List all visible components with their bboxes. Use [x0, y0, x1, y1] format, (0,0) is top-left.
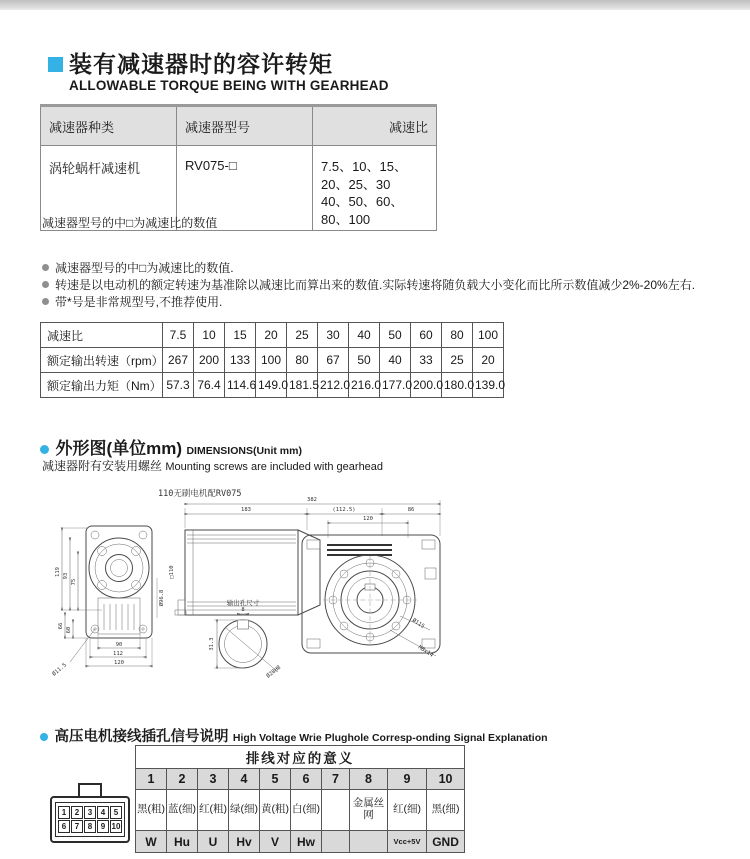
wire-color: 蓝(细): [167, 790, 198, 831]
connector-pin: 10: [111, 822, 121, 831]
note-text: 减速器型号的中□为减速比的数值.: [55, 261, 234, 275]
signal-name: Vcc+5V: [388, 831, 427, 853]
spec-cell: 50: [349, 348, 380, 373]
pin-number: 5: [260, 769, 291, 790]
bore-dia-label: Ø28H8: [265, 664, 283, 680]
cell-reducer-type: 涡轮蜗杆减速机: [41, 146, 177, 231]
spec-cell: 180.0: [442, 373, 473, 398]
wiring-heading: [40, 725, 548, 746]
dimensions-subtitle: [42, 457, 383, 474]
connector-pin: 3: [84, 806, 96, 819]
spec-cell: 114.6: [225, 373, 256, 398]
connector-tab: [78, 783, 102, 796]
wiring-signal-row: [136, 831, 465, 853]
spec-cell: 25: [442, 348, 473, 373]
dim-120-label: 120: [114, 660, 124, 666]
rear-view: [302, 535, 440, 659]
wiring-title-en: High Voltage Wrie Plughole Corresp-onding Signal Explanation: [232, 732, 548, 744]
title-block: [48, 52, 608, 93]
spec-label: 额定输出力矩（Nm）: [41, 373, 163, 398]
connector-pin: 8: [84, 820, 96, 833]
rear-bolt-label: M8x14: [416, 644, 435, 659]
pin-number: 3: [198, 769, 229, 790]
cell-ratio-list: [313, 146, 437, 231]
wiring-color-row: [136, 790, 465, 831]
connector-plug-icon: [50, 783, 130, 843]
wiring-table-title-row: [136, 746, 465, 769]
spec-cell: 80: [287, 348, 318, 373]
pin-number: 7: [322, 769, 350, 790]
signal-name: W: [136, 831, 167, 853]
bullet-dot-icon: [42, 281, 49, 288]
spec-cell: 57.3: [163, 373, 194, 398]
spec-label: 额定输出转速（rpm）: [41, 348, 163, 373]
wire-color: [322, 790, 350, 831]
cell-reducer-model: RV075-□: [177, 146, 313, 231]
front-flange-label: Ø96.8: [159, 589, 165, 607]
spec-cell: 7.5: [163, 323, 194, 348]
spec-cell: 76.4: [194, 373, 225, 398]
spec-cell: 30: [318, 323, 349, 348]
dimensions-title-cn: 外形图(单位mm): [55, 439, 183, 458]
pin-number: 2: [167, 769, 198, 790]
connector-pin: 9: [97, 820, 109, 833]
dim-119-label: 119: [55, 567, 61, 577]
spec-cell: 33: [411, 348, 442, 373]
note-item: [42, 277, 742, 293]
spec-table: [40, 322, 504, 398]
spec-cell: 133: [225, 348, 256, 373]
note-item: [42, 260, 742, 276]
wiring-pin-row: [136, 769, 465, 790]
section-bullet-icon: [40, 445, 49, 454]
spec-cell: 177.0: [380, 373, 411, 398]
pin-number: 10: [427, 769, 465, 790]
wire-color: 白(细): [291, 790, 322, 831]
spec-cell: 100: [256, 348, 287, 373]
spec-cell: 139.0: [473, 373, 504, 398]
dim-120b-label: 120: [363, 516, 373, 522]
spec-cell: 267: [163, 348, 194, 373]
spec-cell: 20: [256, 323, 287, 348]
spec-cell: 60: [411, 323, 442, 348]
pin-number: 6: [291, 769, 322, 790]
note-item: [42, 294, 742, 310]
signal-name: V: [260, 831, 291, 853]
wire-color: 红(细): [388, 790, 427, 831]
connector-pin: 2: [71, 806, 83, 819]
spec-cell: 20: [473, 348, 504, 373]
pin-number: 1: [136, 769, 167, 790]
dimensions-note-en: Mounting screws are included with gearhead: [165, 461, 384, 473]
spec-cell: 80: [442, 323, 473, 348]
spec-cell: 25: [287, 323, 318, 348]
spec-cell: 40: [380, 348, 411, 373]
spec-row-torque: [41, 373, 504, 398]
dim-75-label: 75: [71, 578, 77, 586]
connector-pin: 4: [97, 806, 109, 819]
note-text: 转速是以电动机的额定转速为基准除以减速比而算出来的数值.实际转速将随负载大小变化而比所示数值减少2%-20%左右.: [55, 278, 696, 292]
spec-row-speed: [41, 348, 504, 373]
wire-color: 黑(细): [427, 790, 465, 831]
dim-382-label: 382: [307, 497, 317, 503]
connector-row-top: [58, 806, 122, 819]
connector-pin: 6: [58, 820, 70, 833]
spec-cell: 149.0: [256, 373, 287, 398]
signal-name: U: [198, 831, 229, 853]
pin-number: 9: [388, 769, 427, 790]
spec-row-ratio: [41, 323, 504, 348]
spec-cell: 15: [225, 323, 256, 348]
bore-depth-label: 31.3: [209, 637, 215, 651]
connector-pin: 5: [110, 806, 122, 819]
dim-90-label: 90: [115, 642, 123, 648]
connector-body: [50, 796, 130, 843]
dimensions-note-cn: 减速器附有安装用螺丝: [42, 459, 163, 473]
section-bullet-icon: [40, 733, 48, 741]
page-title-en: ALLOWABLE TORQUE BEING WITH GEARHEAD: [69, 78, 389, 94]
col-reduction-ratio: 减速比: [313, 106, 437, 146]
spec-label: 减速比: [41, 323, 163, 348]
dim-183-label: 183: [241, 507, 251, 513]
signal-name: Hw: [291, 831, 322, 853]
ratio-line2: 40、50、60、80、100: [321, 194, 404, 227]
dim-60-label: 60: [66, 626, 72, 634]
title-square-icon: [48, 57, 63, 72]
dimensions-heading: [40, 434, 640, 459]
wiring-table: [135, 745, 465, 853]
spec-cell: 40: [349, 323, 380, 348]
rear-flange-label: Ø115: [410, 617, 426, 630]
drawing-title: 110无刷电机配RV075: [158, 489, 242, 499]
connector-pin: 1: [58, 806, 70, 819]
signal-name: [322, 831, 350, 853]
signal-name: Hu: [167, 831, 198, 853]
wiring-table-title: 排线对应的意义: [136, 746, 465, 769]
wiring-title-cn: 高压电机接线插孔信号说明: [54, 729, 229, 745]
motor-frame-label: □110: [169, 565, 175, 579]
front-view: [51, 526, 165, 678]
connector-pin: 7: [71, 820, 83, 833]
spec-cell: 10: [194, 323, 225, 348]
wire-color: 绿(细): [229, 790, 260, 831]
model-table-header-row: [41, 106, 437, 146]
signal-name: GND: [427, 831, 465, 853]
pin-number: 8: [350, 769, 388, 790]
dim-66-label: 66: [58, 622, 64, 630]
dimension-drawing: [40, 480, 500, 712]
connector-row-bottom: [58, 820, 122, 833]
wire-color: 红(粗): [198, 790, 229, 831]
dimensions-title-en: DIMENSIONS(Unit mm): [186, 445, 302, 457]
spec-cell: 100: [473, 323, 504, 348]
spec-cell: 67: [318, 348, 349, 373]
wire-color: 黑(粗): [136, 790, 167, 831]
spec-cell: 181.5: [287, 373, 318, 398]
keyway-width-label: 8: [241, 607, 245, 613]
col-reducer-model: 减速器型号: [177, 106, 313, 146]
model-table: [40, 104, 437, 231]
pin-number: 4: [229, 769, 260, 790]
top-border-band: [0, 0, 750, 10]
signal-name: [350, 831, 388, 853]
spec-cell: 200.0: [411, 373, 442, 398]
ratio-line1: 7.5、10、15、20、25、30: [321, 159, 407, 192]
hole-dia-label: Ø11.5: [51, 662, 68, 678]
note-text: 带*号是非常规型号,不推荐使用.: [55, 295, 223, 309]
signal-name: Hv: [229, 831, 260, 853]
dim-112-label: 112: [113, 651, 123, 657]
spec-cell: 212.0: [318, 373, 349, 398]
dim-93-label: 93: [63, 572, 69, 580]
wire-color: 黄(粗): [260, 790, 291, 831]
bullet-dot-icon: [42, 264, 49, 271]
notes-list: [42, 260, 742, 311]
output-hole-title: 输出孔尺寸: [226, 599, 260, 607]
col-reducer-type: 减速器种类: [41, 106, 177, 146]
spec-cell: 200: [194, 348, 225, 373]
page-title: 装有减速器时的容许转矩: [69, 51, 333, 77]
model-table-footnote: 减速器型号的中□为减速比的数值: [42, 216, 218, 230]
bullet-dot-icon: [42, 298, 49, 305]
spec-cell: 50: [380, 323, 411, 348]
wire-color: 金属丝网: [350, 790, 388, 831]
spec-cell: 216.0: [349, 373, 380, 398]
dim-112_5-label: (112.5): [332, 507, 356, 513]
dim-86-label: 86: [407, 507, 415, 513]
